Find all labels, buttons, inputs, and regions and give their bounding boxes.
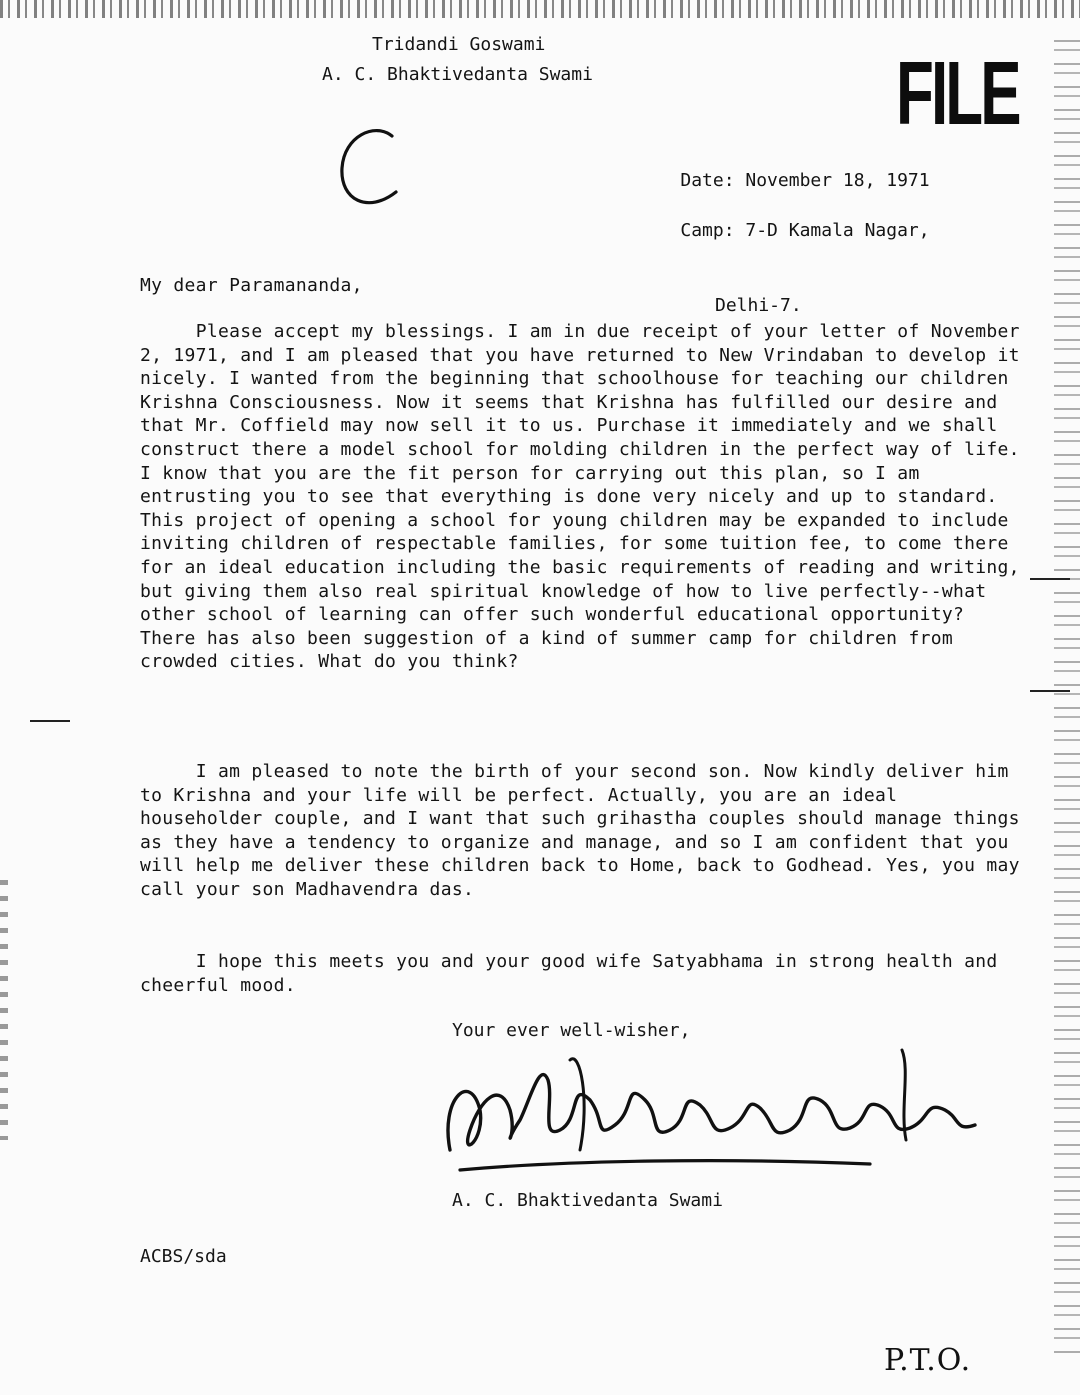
reference-initials: ACBS/sda [140, 1246, 227, 1267]
closing-line: Your ever well-wisher, [452, 1020, 691, 1041]
handwritten-c-mark [330, 118, 410, 218]
paragraph-text: I am pleased to note the birth of your second son. Now kindly deliver him to Krishna and your life will be perfect. Actually, you are an ideal householder couple, and I want that such grihastha couples should manage things as they have a tendency to organize and manage, and so I am confident that you will help me deliver these children back to Home, back to Godhead. Yes, you may call your son Madhavendra das. [140, 761, 1031, 900]
signer-name: A. C. Bhaktivedanta Swami [452, 1190, 723, 1211]
margin-dash-mark [1030, 578, 1070, 580]
handwritten-c-glyph [330, 118, 410, 218]
paragraph-text: I hope this meets you and your good wife Satyabhama in strong health and cheerful mood. [140, 951, 1009, 996]
salutation-text: My dear Paramananda, [140, 275, 363, 296]
margin-dash-mark [30, 720, 70, 722]
scan-noise-top-edge [0, 0, 1080, 18]
camp-line: Camp: 7-D Kamala Nagar, [680, 220, 930, 241]
body-paragraph-3 [140, 950, 1020, 997]
page-turn-note: P.T.O. [884, 1343, 972, 1378]
city-line: Delhi-7. [715, 295, 802, 316]
signature-scribble [430, 1040, 990, 1180]
scan-noise-left-edge [0, 880, 8, 1140]
body-paragraph-2 [140, 760, 1031, 902]
file-stamp: FILE [896, 43, 1019, 144]
scan-noise-right-edge [1054, 40, 1080, 1360]
letterhead-title: Tridandi Goswami [372, 34, 546, 55]
letterhead-name: A. C. Bhaktivedanta Swami [322, 64, 593, 85]
paragraph-text: Please accept my blessings. I am in due receipt of your letter of November 2, 1971, and I am pleased that you have returned to New Vrindaban to develop it nicely. I wanted from the beginning that schoolhouse for teaching our children Krishna Consciousness. Now it seems that Krishna has fulfilled our desire and that Mr. Coffield may now sell it to us. Purchase it immediately and we shall construct there a model school for molding children in the perfect way of life. I know that you are the fit person for carrying out this plan, so I am entrusting you to see that everything is done very nicely and up to standard. This project of opening a school for young children may be expanded to include inviting children of respectable families, for some tuition fee, to come there for an ideal education including the basic requirements of reading and writing, but giving them also real spiritual knowledge of how to live perfectly--what other school of learning can offer such wonderful educational opportunity? There has also been suggestion of a kind of summer camp for children from crowded cities. What do you think? [140, 321, 1031, 673]
date-line: Date: November 18, 1971 [680, 170, 930, 191]
body-paragraph-1 [140, 320, 1031, 674]
signature [430, 1040, 990, 1180]
margin-dash-mark [1030, 690, 1070, 692]
salutation [140, 274, 1020, 298]
